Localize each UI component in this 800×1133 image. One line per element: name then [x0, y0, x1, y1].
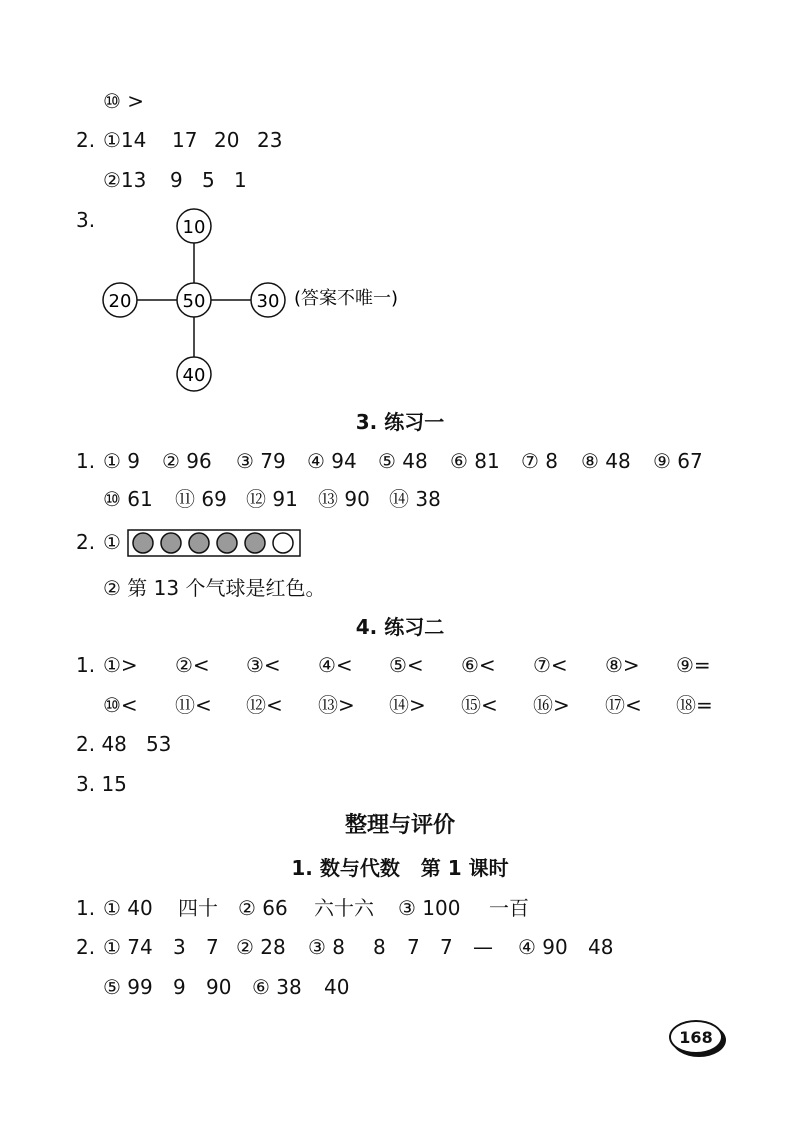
answer-item: 5: [202, 168, 215, 192]
answer-item: ⑬>: [318, 693, 355, 717]
answer-item: ①: [103, 530, 121, 554]
answer-item: ⑨=: [676, 653, 711, 677]
answer-item: ⑤ 99: [103, 975, 153, 999]
answer-item: ⑤<: [389, 653, 424, 677]
question-number: 1.: [76, 896, 96, 920]
answer-item: 2. 48 53: [76, 732, 172, 756]
answer-item: 90: [206, 975, 232, 999]
answer-item: ⑧ 48: [581, 449, 631, 473]
answer-item: 9: [170, 168, 183, 192]
balloon-shaded: [245, 533, 265, 553]
answer-item: ①>: [103, 653, 138, 677]
answer-item: ②<: [175, 653, 210, 677]
section-title: 1. 数与代数 第 1 课时: [291, 856, 509, 880]
balloon-shaded: [161, 533, 181, 553]
answer-item: 7: [440, 935, 453, 959]
answer-item: ⑩ >: [103, 89, 145, 113]
answer-item: ⑤ 48: [378, 449, 428, 473]
answer-item: ⑱=: [676, 693, 713, 717]
answer-item: ① 40: [103, 896, 153, 920]
answer-item: 四十: [178, 896, 218, 920]
answer-item: ⑭ 38: [389, 487, 441, 511]
answer-item: ② 96: [162, 449, 212, 473]
node-label: 20: [108, 291, 132, 312]
answer-item: 23: [257, 128, 283, 152]
answer-item: ⑦ 8: [521, 449, 559, 473]
answer-item: ⑥<: [461, 653, 496, 677]
answer-item: 六十六: [314, 896, 374, 920]
node-label: 30: [256, 291, 280, 312]
answer-note: (答案不唯一): [294, 288, 399, 309]
answer-item: ④ 90: [518, 935, 568, 959]
answer-item: ⑧>: [605, 653, 640, 677]
answer-item: 8: [373, 935, 386, 959]
answer-item: 7: [407, 935, 420, 959]
answer-item: ⑯>: [533, 693, 570, 717]
node-label: 10: [182, 217, 206, 238]
balloon-empty: [273, 533, 293, 553]
answer-item: 40: [324, 975, 350, 999]
answer-item: ①14: [103, 128, 147, 152]
chapter-title: 整理与评价: [344, 813, 455, 838]
answer-item: ⑪ 69: [175, 487, 227, 511]
answer-item: ② 28: [236, 935, 286, 959]
section-title: 3. 练习一: [355, 410, 445, 434]
node-label: 40: [182, 365, 206, 386]
answer-item: 1: [234, 168, 247, 192]
answer-item: ⑬ 90: [318, 487, 370, 511]
balloon-shaded: [133, 533, 153, 553]
answer-item: 一百: [489, 896, 529, 920]
answer-item: 17: [172, 128, 198, 152]
answer-item: 20: [214, 128, 240, 152]
answer-item: ② 66: [238, 896, 288, 920]
question-number: 2.: [76, 935, 96, 959]
page-number: 168: [669, 1020, 723, 1054]
answer-item: ④<: [318, 653, 353, 677]
answer-item: 9: [173, 975, 186, 999]
answer-item: ③ 100: [398, 896, 461, 920]
answer-item: ⑨ 67: [653, 449, 703, 473]
question-number: 2.: [76, 128, 96, 152]
question-number: 1.: [76, 653, 96, 677]
balloon-shaded: [217, 533, 237, 553]
answer-item: ① 74: [103, 935, 153, 959]
answer-item: —: [473, 935, 493, 959]
answer-item: ② 第 13 个气球是红色。: [103, 576, 326, 600]
answer-item: ⑩<: [103, 693, 138, 717]
question-number: 1.: [76, 449, 96, 473]
answer-item: ⑫<: [246, 693, 283, 717]
answer-item: ②13: [103, 168, 147, 192]
answer-item: 48: [588, 935, 614, 959]
answer-item: ⑭>: [389, 693, 426, 717]
answer-item: ③ 79: [236, 449, 286, 473]
answer-item: ⑥ 38: [252, 975, 302, 999]
answer-item: 3. 15: [76, 772, 127, 796]
answer-item: ③<: [246, 653, 281, 677]
answer-item: 3: [173, 935, 186, 959]
balloon-shaded: [189, 533, 209, 553]
section-title: 4. 练习二: [355, 615, 445, 639]
node-label: 50: [182, 291, 206, 312]
answer-item: ④ 94: [307, 449, 357, 473]
answer-item: ⑮<: [461, 693, 498, 717]
answer-item: ① 9: [103, 449, 141, 473]
answer-item: ⑦<: [533, 653, 568, 677]
answer-item: 7: [206, 935, 219, 959]
question-number: 2.: [76, 530, 96, 554]
answer-item: ⑰<: [605, 693, 642, 717]
answer-item: ⑫ 91: [246, 487, 298, 511]
question-number: 3.: [76, 208, 96, 232]
answer-item: ⑪<: [175, 693, 212, 717]
answer-item: ⑩ 61: [103, 487, 153, 511]
answer-item: ③ 8: [308, 935, 346, 959]
answer-item: ⑥ 81: [450, 449, 500, 473]
